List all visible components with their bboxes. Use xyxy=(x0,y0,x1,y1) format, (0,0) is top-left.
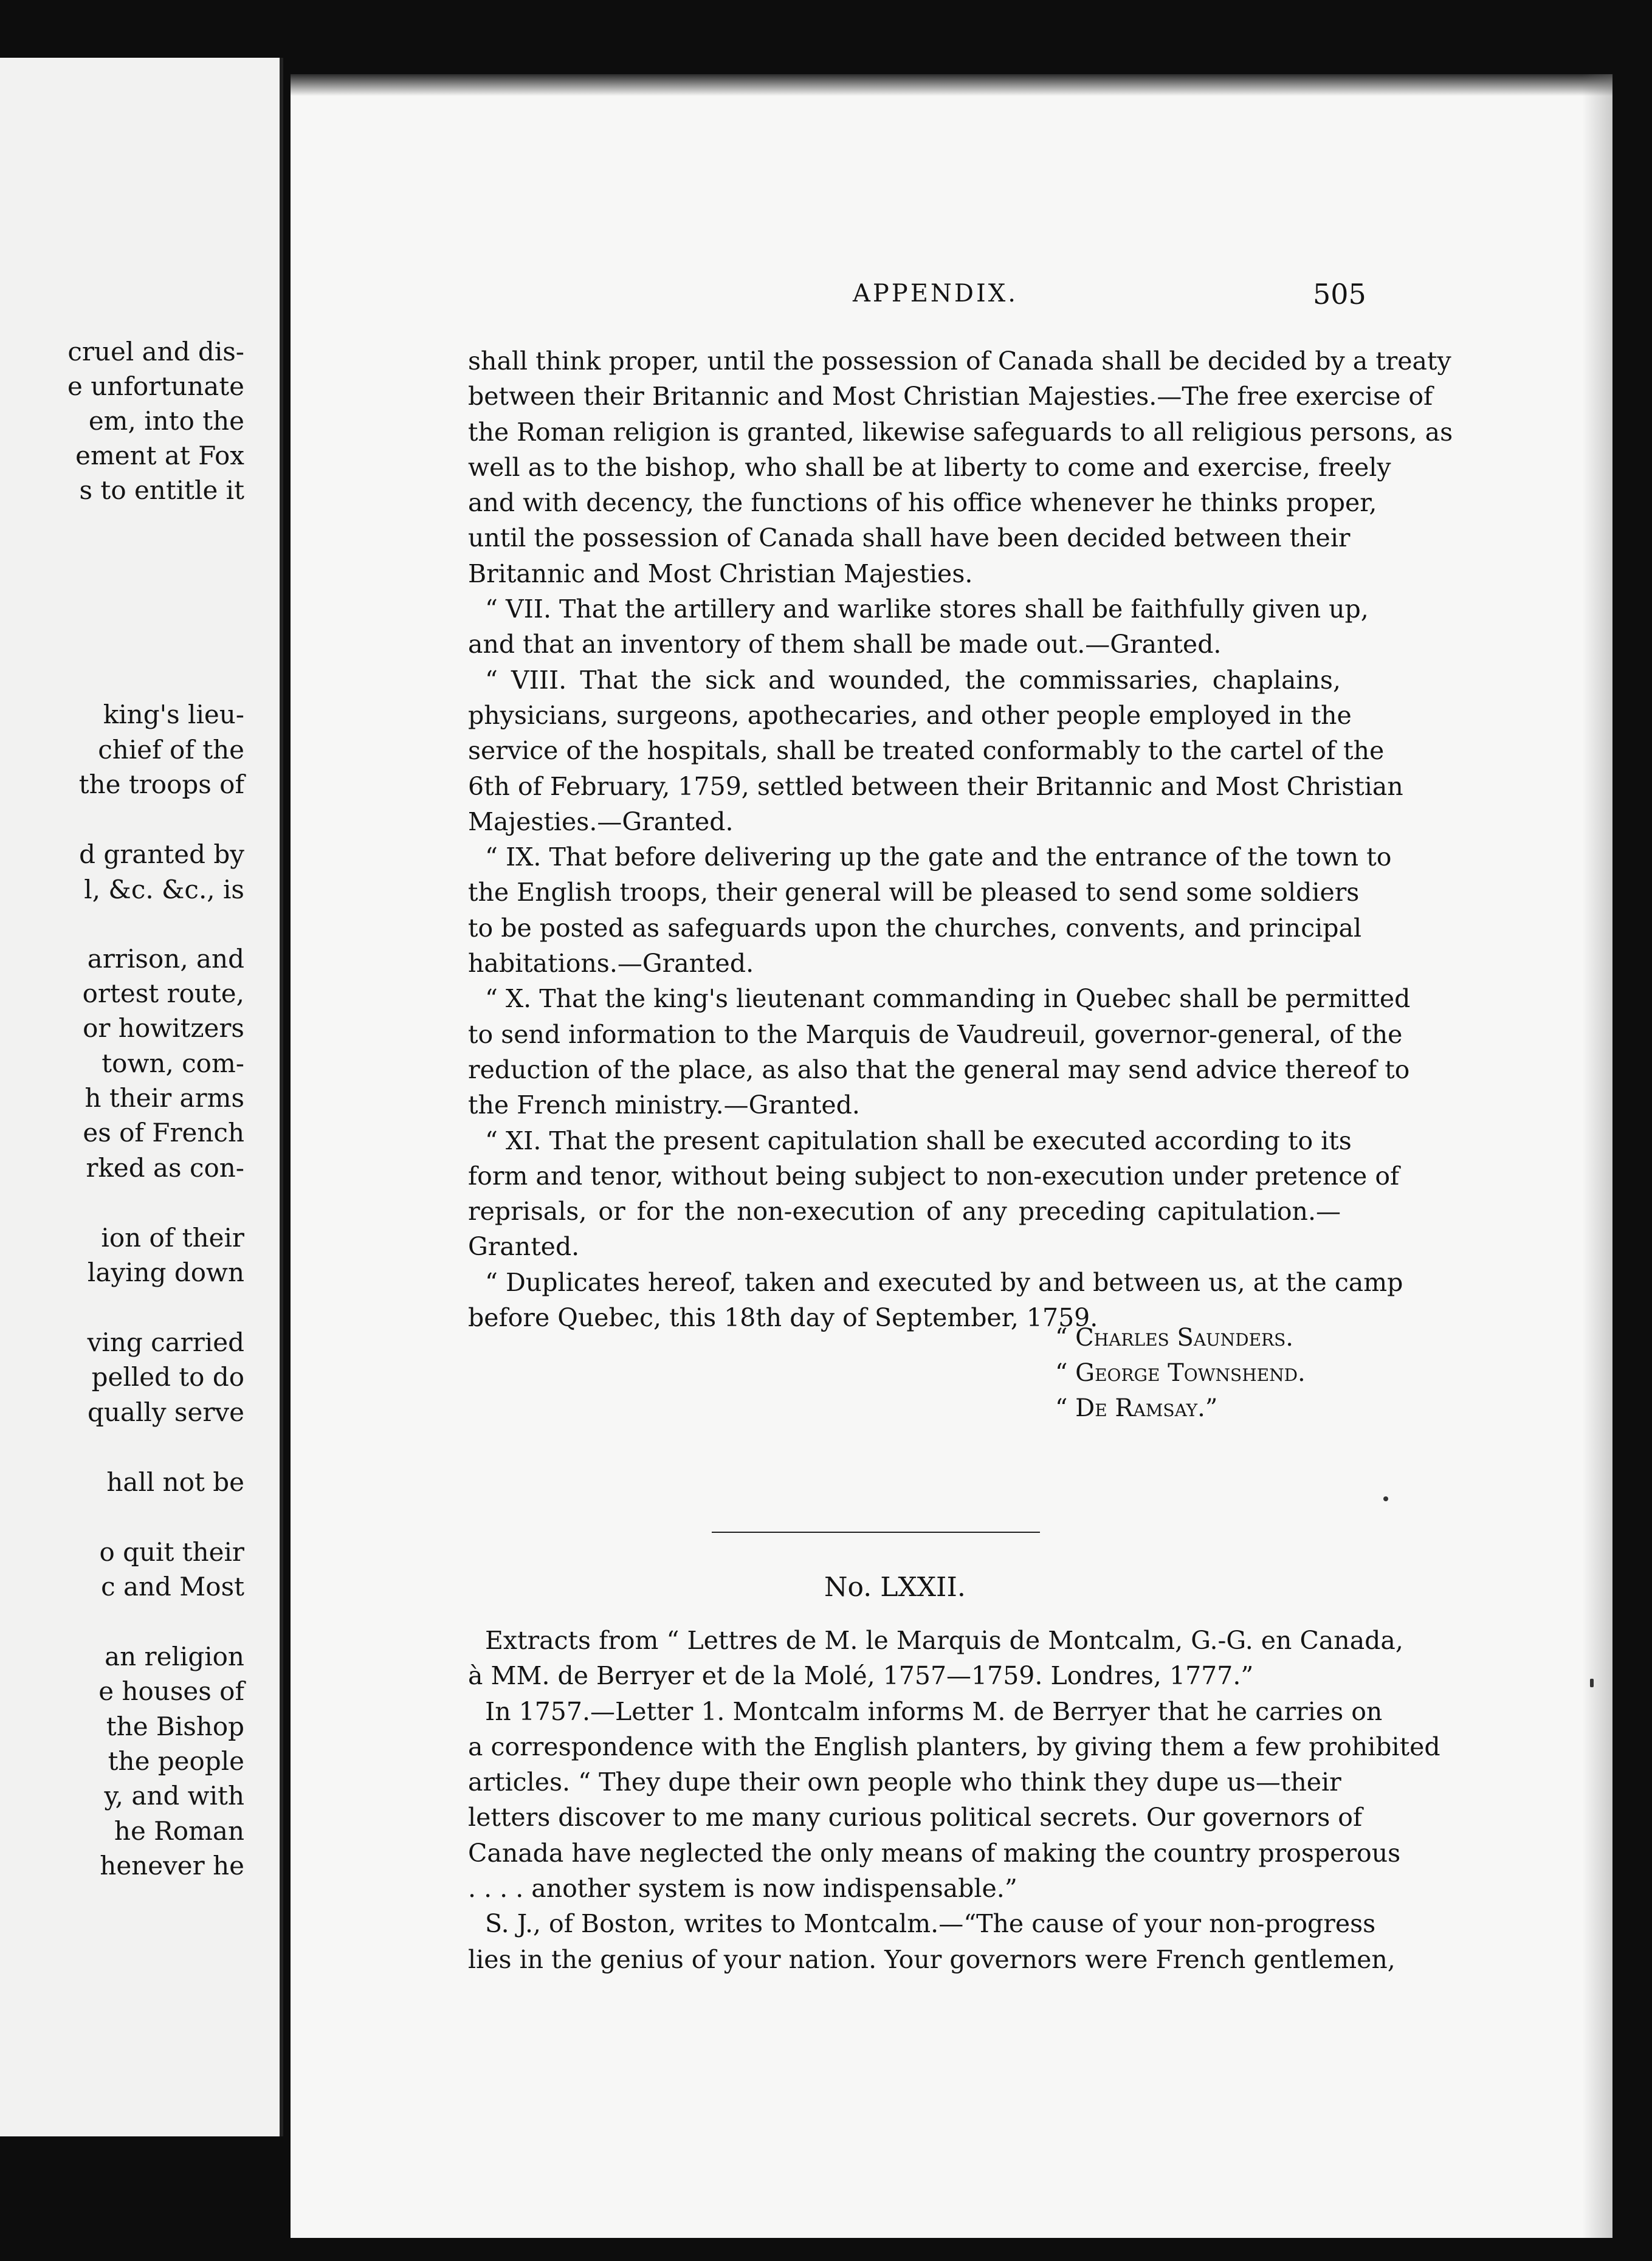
page-speck xyxy=(1383,1496,1388,1501)
text-line: the Roman religion is granted, likewise safeguards to all religious persons, as xyxy=(468,417,1453,447)
text-line: 6th of February, 1759, settled between their Britannic and Most Christian xyxy=(468,771,1403,801)
text-line: “ IX. That before delivering up the gate and the entrance of the town to xyxy=(485,842,1392,872)
text-line: service of the hospitals, shall be treated conformably to the cartel of the xyxy=(468,736,1385,766)
text-line: Granted. xyxy=(468,1232,580,1262)
text-line: between their Britannic and Most Christian Majesties.—The free exercise of xyxy=(468,382,1433,411)
text-line: to send information to the Marquis de Vaudreuil, governor-general, of the xyxy=(468,1019,1403,1049)
left-page-line: ving carried xyxy=(87,1327,244,1357)
signature-townshend: “ George Townshend. xyxy=(1055,1359,1306,1387)
left-page-line: pelled to do xyxy=(91,1362,244,1392)
page-top-shadow xyxy=(291,74,1612,96)
text-line: until the possession of Canada shall have been decided between their xyxy=(468,523,1351,553)
left-page-line: the troops of xyxy=(78,769,244,799)
page-number: 505 xyxy=(1313,278,1366,311)
extracts-text xyxy=(468,1623,1440,1977)
text-line: “ X. That the king's lieutenant commanding in Quebec shall be permitted xyxy=(485,984,1411,1014)
left-page-line: cruel and dis- xyxy=(67,337,244,367)
left-page-line: y, and with xyxy=(104,1781,244,1811)
left-page-line: the people xyxy=(108,1746,244,1776)
text-line: and with decency, the functions of his office whenever he thinks proper, xyxy=(468,488,1377,518)
left-page-line: ement at Fox xyxy=(75,441,244,470)
text-line: to be posted as safeguards upon the churches, convents, and principal xyxy=(468,913,1362,943)
previous-page xyxy=(0,58,283,2136)
left-page-line: ion of their xyxy=(101,1223,244,1253)
left-page-line: henever he xyxy=(100,1851,244,1881)
articles-text xyxy=(468,343,1453,1335)
left-page-line: king's lieu- xyxy=(103,700,244,729)
text-line: reduction of the place, as also that the general may send advice thereof to xyxy=(468,1055,1410,1084)
left-page-line: or howitzers xyxy=(83,1013,244,1043)
left-page-line: h their arms xyxy=(84,1083,244,1113)
left-page-line: es of French xyxy=(83,1118,244,1148)
left-page-line: rked as con- xyxy=(86,1153,244,1183)
section-heading: No. LXXII. xyxy=(824,1572,966,1603)
text-line: “ VIII. That the sick and wounded, the commissaries, chaplains, xyxy=(485,665,1341,695)
left-page-line: d granted by xyxy=(79,839,244,869)
left-page-line: qually serve xyxy=(88,1397,244,1427)
text-line: the English troops, their general will be pleased to send some soldiers xyxy=(468,878,1360,907)
left-page-line: s to entitle it xyxy=(79,475,244,505)
left-page-line: c and Most xyxy=(101,1572,244,1602)
text-line: and that an inventory of them shall be made out.—Granted. xyxy=(468,630,1222,659)
left-page-line: arrison, and xyxy=(87,944,244,974)
page-speck xyxy=(1590,1679,1594,1687)
left-page-line: e unfortunate xyxy=(67,371,244,401)
text-line: “ VII. That the artillery and warlike stores shall be faithfully given up, xyxy=(485,594,1369,624)
left-page-line: o quit their xyxy=(99,1537,244,1567)
text-line: physicians, surgeons, apothecaries, and other people employed in the xyxy=(468,700,1352,730)
left-page-line: em, into the xyxy=(88,406,244,436)
text-line: à MM. de Berryer et de la Molé, 1757—1759. Londres, 1777.” xyxy=(468,1661,1254,1691)
left-page-line: l, &c. &c., is xyxy=(84,875,244,904)
text-line: articles. “ They dupe their own people who think they dupe us—their xyxy=(468,1767,1341,1797)
text-line: Britannic and Most Christian Majesties. xyxy=(468,559,973,588)
left-page-line: hall not be xyxy=(106,1467,244,1497)
text-line: reprisals, or for the non-execution of any preceding capitulation.— xyxy=(468,1197,1341,1227)
left-page-line: town, com- xyxy=(102,1048,244,1078)
text-line: letters discover to me many curious political secrets. Our governors of xyxy=(468,1803,1363,1833)
text-line: Extracts from “ Lettres de M. le Marquis de Montcalm, G.-G. en Canada, xyxy=(485,1626,1403,1655)
text-line: habitations.—Granted. xyxy=(468,949,754,979)
text-line: Canada have neglected the only means of making the country prosperous xyxy=(468,1838,1401,1868)
text-line: shall think proper, until the possession of Canada shall be decided by a treaty xyxy=(468,346,1451,376)
left-page-line: ortest route, xyxy=(82,979,244,1008)
running-header: APPENDIX. xyxy=(853,280,1018,308)
text-line: Majesties.—Granted. xyxy=(468,807,734,836)
text-line: form and tenor, without being subject to non-execution under pretence of xyxy=(468,1161,1400,1191)
signature-saunders: “ Charles Saunders. xyxy=(1055,1324,1294,1352)
signatures xyxy=(1055,1320,1306,1426)
left-page-line: chief of the xyxy=(98,735,244,765)
text-line: . . . . another system is now indispensable.” xyxy=(468,1874,1017,1904)
signature-ramsay: “ De Ramsay.” xyxy=(1055,1394,1218,1422)
left-page-line: e houses of xyxy=(98,1676,244,1706)
text-line: lies in the genius of your nation. Your governors were French gentlemen, xyxy=(468,1944,1396,1974)
text-line: before Quebec, this 18th day of September, 1759. xyxy=(468,1303,1098,1333)
text-line: the French ministry.—Granted. xyxy=(468,1090,860,1120)
text-line: S. J., of Boston, writes to Montcalm.—“The cause of your non-progress xyxy=(485,1909,1376,1939)
text-line: well as to the bishop, who shall be at liberty to come and exercise, freely xyxy=(468,452,1391,482)
text-line: “ XI. That the present capitulation shall be executed according to its xyxy=(485,1126,1352,1155)
left-page-line: the Bishop xyxy=(106,1712,244,1741)
left-page-line: an religion xyxy=(105,1642,244,1671)
left-page-line: he Roman xyxy=(114,1816,244,1846)
section-divider xyxy=(712,1532,1040,1533)
text-line: In 1757.—Letter 1. Montcalm informs M. de Berryer that he carries on xyxy=(485,1696,1383,1726)
page-edge-shadow xyxy=(1582,74,1612,2238)
current-page xyxy=(291,74,1612,2238)
text-line: a correspondence with the English planters, by giving them a few prohibited xyxy=(468,1732,1440,1761)
text-line: “ Duplicates hereof, taken and executed by and between us, at the camp xyxy=(485,1267,1403,1297)
left-page-line: laying down xyxy=(87,1258,244,1287)
